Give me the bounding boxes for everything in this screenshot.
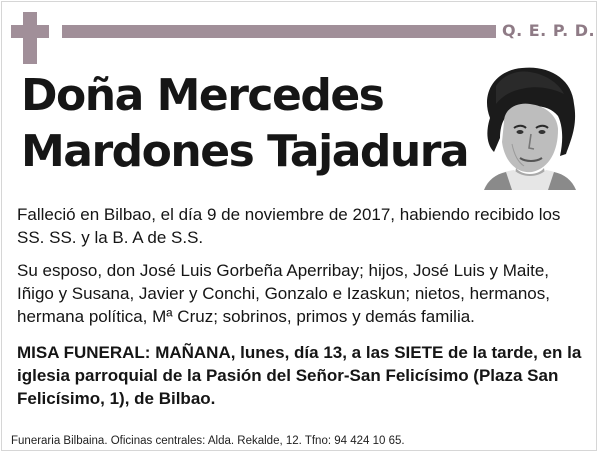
deceased-name-line-2: Mardones Tajadura bbox=[21, 126, 469, 177]
deceased-name bbox=[21, 68, 471, 180]
death-notice-paragraph: Falleció en Bilbao, el día 9 de noviembre de 2017, habiendo recibido los SS. SS. y la B. A de S.S. bbox=[17, 205, 561, 247]
header-divider-bar bbox=[62, 25, 496, 38]
cross-vertical-bar bbox=[23, 12, 37, 64]
obituary-card bbox=[1, 1, 597, 451]
cross-horizontal-bar bbox=[11, 25, 49, 38]
deceased-name-line-1: Doña Mercedes bbox=[21, 70, 384, 121]
portrait-illustration bbox=[474, 64, 582, 190]
family-paragraph: Su esposo, don José Luis Gorbeña Aperribay; hijos, José Luis y Maite, Iñigo y Susana, Javier y Conchi, Gonzalo e Izaskun; nietos, hermanos, hermana política, Mª Cruz; sobrinos, primos y demás familia. bbox=[17, 261, 550, 326]
funeral-mass-paragraph: MISA FUNERAL: MAÑANA, lunes, día 13, a las SIETE de la tarde, en la iglesia parroquial de la Pasión del Señor-San Felicísimo (Plaza San Felicísimo, 1), de Bilbao. bbox=[17, 343, 582, 408]
funeral-home-footer: Funeraria Bilbaina. Oficinas centrales: Alda. Rekalde, 12. Tfno: 94 424 10 65. bbox=[11, 435, 405, 447]
portrait-photo bbox=[474, 64, 582, 190]
qepd-label: Q. E. P. D. bbox=[502, 21, 596, 40]
